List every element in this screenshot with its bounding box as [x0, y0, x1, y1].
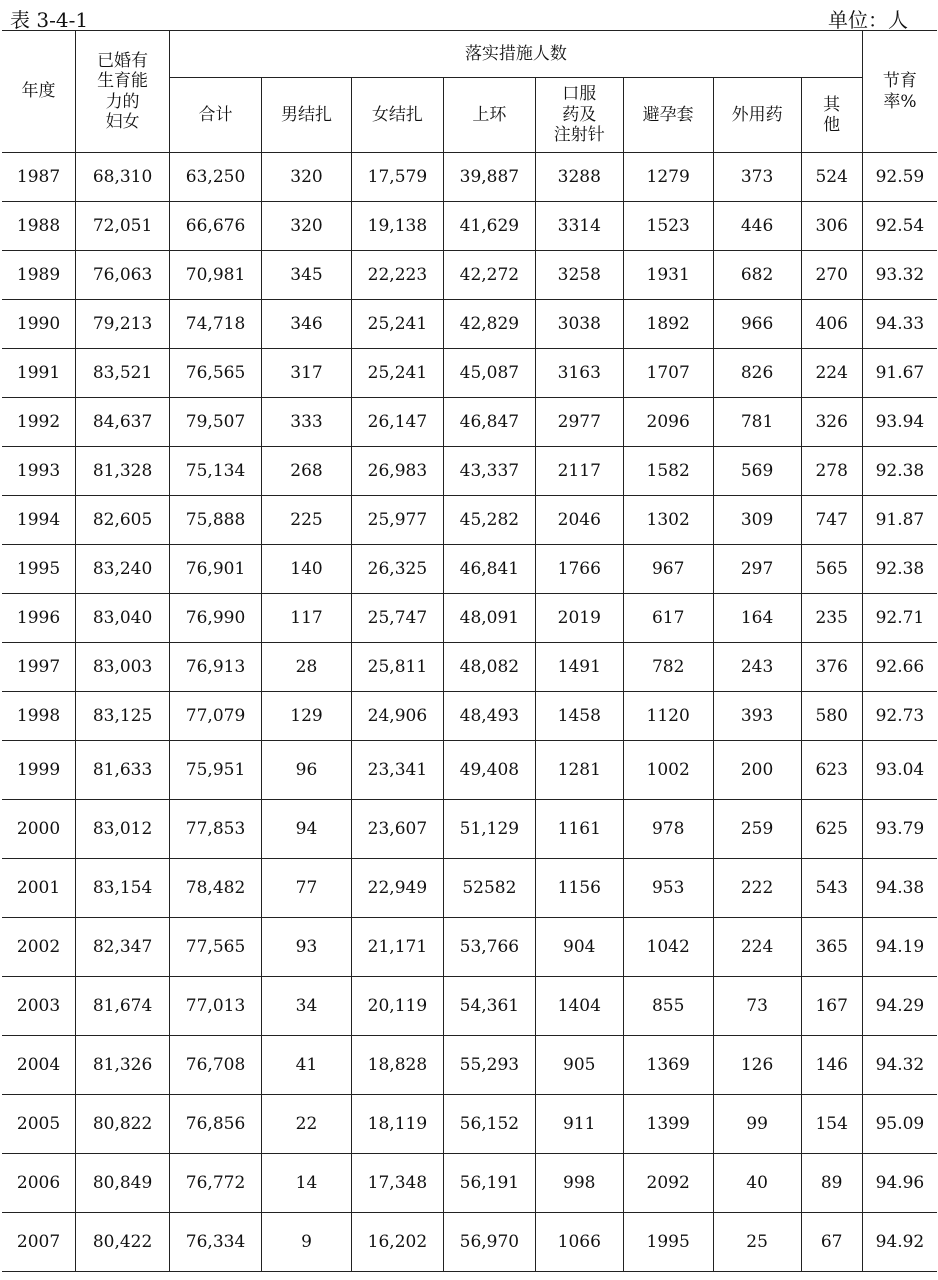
cell-year: 1995	[2, 545, 76, 594]
cell-year: 2005	[2, 1095, 76, 1154]
cell-other: 623	[801, 741, 862, 800]
cell-female-sterilization: 26,147	[351, 398, 443, 447]
cell-iud: 39,887	[443, 153, 535, 202]
cell-iud: 51,129	[443, 800, 535, 859]
cell-iud: 46,847	[443, 398, 535, 447]
cell-condom: 1120	[623, 692, 713, 741]
header-iud: 上环	[443, 78, 535, 153]
cell-year: 1993	[2, 447, 76, 496]
cell-oral-injection: 1066	[535, 1213, 623, 1272]
cell-married-women: 81,326	[76, 1036, 170, 1095]
cell-year: 2001	[2, 859, 76, 918]
cell-iud: 46,841	[443, 545, 535, 594]
cell-topical: 781	[713, 398, 801, 447]
cell-total: 75,888	[170, 496, 262, 545]
cell-married-women: 81,328	[76, 447, 170, 496]
cell-condom: 1931	[623, 251, 713, 300]
cell-condom: 1002	[623, 741, 713, 800]
cell-oral-injection: 1281	[535, 741, 623, 800]
cell-topical: 446	[713, 202, 801, 251]
cell-female-sterilization: 26,983	[351, 447, 443, 496]
cell-female-sterilization: 19,138	[351, 202, 443, 251]
cell-rate: 94.19	[862, 918, 937, 977]
table-row	[2, 349, 937, 398]
cell-condom: 1279	[623, 153, 713, 202]
cell-rate: 94.29	[862, 977, 937, 1036]
cell-rate: 92.38	[862, 545, 937, 594]
cell-female-sterilization: 22,223	[351, 251, 443, 300]
header-married-women: 已婚有 生育能 力的 妇女	[76, 31, 170, 153]
cell-female-sterilization: 17,579	[351, 153, 443, 202]
header-total: 合计	[170, 78, 262, 153]
cell-other: 365	[801, 918, 862, 977]
cell-rate: 92.66	[862, 643, 937, 692]
cell-total: 63,250	[170, 153, 262, 202]
cell-married-women: 81,674	[76, 977, 170, 1036]
cell-iud: 43,337	[443, 447, 535, 496]
cell-total: 70,981	[170, 251, 262, 300]
cell-rate: 95.09	[862, 1095, 937, 1154]
cell-male-sterilization: 93	[262, 918, 352, 977]
cell-condom: 1707	[623, 349, 713, 398]
cell-year: 2006	[2, 1154, 76, 1213]
cell-iud: 56,152	[443, 1095, 535, 1154]
cell-other: 306	[801, 202, 862, 251]
unit-label: 单位：人	[828, 8, 908, 32]
cell-married-women: 83,003	[76, 643, 170, 692]
cell-topical: 309	[713, 496, 801, 545]
cell-iud: 56,191	[443, 1154, 535, 1213]
cell-married-women: 68,310	[76, 153, 170, 202]
cell-iud: 42,272	[443, 251, 535, 300]
table-row	[2, 977, 937, 1036]
cell-rate: 93.94	[862, 398, 937, 447]
cell-married-women: 83,154	[76, 859, 170, 918]
cell-male-sterilization: 346	[262, 300, 352, 349]
cell-iud: 48,091	[443, 594, 535, 643]
cell-rate: 93.32	[862, 251, 937, 300]
cell-total: 77,853	[170, 800, 262, 859]
table-row	[2, 251, 937, 300]
cell-topical: 243	[713, 643, 801, 692]
cell-topical: 259	[713, 800, 801, 859]
cell-married-women: 81,633	[76, 741, 170, 800]
cell-oral-injection: 3314	[535, 202, 623, 251]
cell-female-sterilization: 22,949	[351, 859, 443, 918]
cell-other: 167	[801, 977, 862, 1036]
table-row	[2, 692, 937, 741]
cell-male-sterilization: 129	[262, 692, 352, 741]
cell-female-sterilization: 23,341	[351, 741, 443, 800]
cell-topical: 25	[713, 1213, 801, 1272]
cell-oral-injection: 905	[535, 1036, 623, 1095]
cell-female-sterilization: 25,241	[351, 349, 443, 398]
cell-condom: 967	[623, 545, 713, 594]
cell-married-women: 83,012	[76, 800, 170, 859]
cell-year: 1994	[2, 496, 76, 545]
cell-married-women: 83,521	[76, 349, 170, 398]
cell-total: 76,772	[170, 1154, 262, 1213]
header-female-sterilization: 女结扎	[351, 78, 443, 153]
table-row	[2, 447, 937, 496]
cell-male-sterilization: 28	[262, 643, 352, 692]
cell-married-women: 84,637	[76, 398, 170, 447]
cell-other: 67	[801, 1213, 862, 1272]
cell-female-sterilization: 17,348	[351, 1154, 443, 1213]
cell-rate: 92.54	[862, 202, 937, 251]
cell-iud: 52582	[443, 859, 535, 918]
table-row	[2, 153, 937, 202]
table-row	[2, 1095, 937, 1154]
cell-rate: 92.73	[862, 692, 937, 741]
cell-married-women: 79,213	[76, 300, 170, 349]
cell-topical: 373	[713, 153, 801, 202]
cell-total: 75,134	[170, 447, 262, 496]
cell-total: 76,913	[170, 643, 262, 692]
cell-male-sterilization: 94	[262, 800, 352, 859]
cell-rate: 91.87	[862, 496, 937, 545]
cell-married-women: 83,125	[76, 692, 170, 741]
cell-year: 1998	[2, 692, 76, 741]
cell-married-women: 83,040	[76, 594, 170, 643]
cell-rate: 94.96	[862, 1154, 937, 1213]
cell-female-sterilization: 18,119	[351, 1095, 443, 1154]
cell-year: 2003	[2, 977, 76, 1036]
cell-oral-injection: 2977	[535, 398, 623, 447]
cell-topical: 126	[713, 1036, 801, 1095]
cell-year: 1987	[2, 153, 76, 202]
cell-male-sterilization: 345	[262, 251, 352, 300]
cell-other: 146	[801, 1036, 862, 1095]
cell-iud: 53,766	[443, 918, 535, 977]
cell-male-sterilization: 333	[262, 398, 352, 447]
cell-condom: 1523	[623, 202, 713, 251]
family-planning-table	[2, 30, 937, 1272]
table-row	[2, 1036, 937, 1095]
cell-male-sterilization: 317	[262, 349, 352, 398]
cell-male-sterilization: 14	[262, 1154, 352, 1213]
cell-other: 406	[801, 300, 862, 349]
cell-year: 2002	[2, 918, 76, 977]
cell-other: 278	[801, 447, 862, 496]
cell-year: 1989	[2, 251, 76, 300]
cell-male-sterilization: 320	[262, 153, 352, 202]
cell-married-women: 80,822	[76, 1095, 170, 1154]
table-row	[2, 300, 937, 349]
cell-married-women: 83,240	[76, 545, 170, 594]
cell-female-sterilization: 26,325	[351, 545, 443, 594]
cell-topical: 826	[713, 349, 801, 398]
table-row	[2, 741, 937, 800]
cell-iud: 42,829	[443, 300, 535, 349]
cell-year: 1992	[2, 398, 76, 447]
cell-oral-injection: 911	[535, 1095, 623, 1154]
cell-year: 2007	[2, 1213, 76, 1272]
cell-female-sterilization: 21,171	[351, 918, 443, 977]
cell-total: 79,507	[170, 398, 262, 447]
cell-male-sterilization: 268	[262, 447, 352, 496]
cell-rate: 94.92	[862, 1213, 937, 1272]
table-row	[2, 1154, 937, 1213]
cell-total: 77,565	[170, 918, 262, 977]
cell-condom: 782	[623, 643, 713, 692]
cell-male-sterilization: 140	[262, 545, 352, 594]
cell-topical: 393	[713, 692, 801, 741]
cell-topical: 73	[713, 977, 801, 1036]
cell-oral-injection: 1161	[535, 800, 623, 859]
cell-other: 224	[801, 349, 862, 398]
cell-male-sterilization: 117	[262, 594, 352, 643]
table-row	[2, 545, 937, 594]
header-measures-group: 落实措施人数	[170, 31, 863, 78]
cell-condom: 1042	[623, 918, 713, 977]
table-row	[2, 594, 937, 643]
cell-married-women: 80,849	[76, 1154, 170, 1213]
cell-topical: 200	[713, 741, 801, 800]
cell-married-women: 72,051	[76, 202, 170, 251]
cell-topical: 99	[713, 1095, 801, 1154]
cell-rate: 94.33	[862, 300, 937, 349]
cell-rate: 93.04	[862, 741, 937, 800]
table-row	[2, 1213, 937, 1272]
cell-rate: 93.79	[862, 800, 937, 859]
table-row	[2, 496, 937, 545]
cell-condom: 2096	[623, 398, 713, 447]
cell-oral-injection: 1458	[535, 692, 623, 741]
cell-oral-injection: 2046	[535, 496, 623, 545]
cell-condom: 1582	[623, 447, 713, 496]
cell-condom: 855	[623, 977, 713, 1036]
cell-other: 235	[801, 594, 862, 643]
table-row	[2, 643, 937, 692]
cell-topical: 682	[713, 251, 801, 300]
cell-topical: 569	[713, 447, 801, 496]
cell-rate: 94.38	[862, 859, 937, 918]
cell-total: 76,856	[170, 1095, 262, 1154]
cell-topical: 297	[713, 545, 801, 594]
header-oral-injection: 口服 药及 注射针	[535, 78, 623, 153]
cell-oral-injection: 1156	[535, 859, 623, 918]
header-topical: 外用药	[713, 78, 801, 153]
cell-topical: 222	[713, 859, 801, 918]
cell-married-women: 82,605	[76, 496, 170, 545]
table-number: 表 3-4-1	[10, 8, 89, 32]
cell-other: 154	[801, 1095, 862, 1154]
cell-male-sterilization: 22	[262, 1095, 352, 1154]
cell-oral-injection: 2117	[535, 447, 623, 496]
cell-iud: 48,082	[443, 643, 535, 692]
cell-condom: 978	[623, 800, 713, 859]
cell-condom: 1892	[623, 300, 713, 349]
cell-female-sterilization: 25,241	[351, 300, 443, 349]
cell-condom: 1302	[623, 496, 713, 545]
cell-other: 747	[801, 496, 862, 545]
cell-oral-injection: 3288	[535, 153, 623, 202]
header-other: 其 他	[801, 78, 862, 153]
cell-other: 580	[801, 692, 862, 741]
cell-total: 77,079	[170, 692, 262, 741]
cell-married-women: 76,063	[76, 251, 170, 300]
cell-other: 565	[801, 545, 862, 594]
cell-other: 376	[801, 643, 862, 692]
cell-total: 66,676	[170, 202, 262, 251]
cell-condom: 2092	[623, 1154, 713, 1213]
cell-year: 2004	[2, 1036, 76, 1095]
cell-married-women: 80,422	[76, 1213, 170, 1272]
cell-male-sterilization: 34	[262, 977, 352, 1036]
cell-oral-injection: 904	[535, 918, 623, 977]
cell-female-sterilization: 18,828	[351, 1036, 443, 1095]
table-row	[2, 859, 937, 918]
cell-female-sterilization: 25,811	[351, 643, 443, 692]
cell-male-sterilization: 225	[262, 496, 352, 545]
cell-year: 2000	[2, 800, 76, 859]
cell-rate: 92.38	[862, 447, 937, 496]
cell-condom: 953	[623, 859, 713, 918]
cell-male-sterilization: 320	[262, 202, 352, 251]
cell-other: 625	[801, 800, 862, 859]
cell-oral-injection: 3163	[535, 349, 623, 398]
cell-other: 543	[801, 859, 862, 918]
header-male-sterilization: 男结扎	[262, 78, 352, 153]
cell-iud: 55,293	[443, 1036, 535, 1095]
cell-female-sterilization: 23,607	[351, 800, 443, 859]
cell-male-sterilization: 41	[262, 1036, 352, 1095]
cell-topical: 966	[713, 300, 801, 349]
cell-total: 77,013	[170, 977, 262, 1036]
cell-iud: 54,361	[443, 977, 535, 1036]
cell-total: 74,718	[170, 300, 262, 349]
cell-year: 1999	[2, 741, 76, 800]
cell-condom: 1369	[623, 1036, 713, 1095]
cell-year: 1996	[2, 594, 76, 643]
cell-oral-injection: 3038	[535, 300, 623, 349]
cell-iud: 49,408	[443, 741, 535, 800]
cell-total: 76,990	[170, 594, 262, 643]
cell-rate: 92.59	[862, 153, 937, 202]
cell-other: 270	[801, 251, 862, 300]
cell-male-sterilization: 77	[262, 859, 352, 918]
cell-iud: 48,493	[443, 692, 535, 741]
cell-year: 1988	[2, 202, 76, 251]
cell-iud: 45,087	[443, 349, 535, 398]
cell-rate: 92.71	[862, 594, 937, 643]
cell-female-sterilization: 16,202	[351, 1213, 443, 1272]
cell-oral-injection: 1766	[535, 545, 623, 594]
cell-female-sterilization: 25,747	[351, 594, 443, 643]
cell-year: 1991	[2, 349, 76, 398]
cell-condom: 1399	[623, 1095, 713, 1154]
cell-topical: 224	[713, 918, 801, 977]
cell-total: 76,565	[170, 349, 262, 398]
cell-rate: 94.32	[862, 1036, 937, 1095]
cell-oral-injection: 3258	[535, 251, 623, 300]
header-year: 年度	[2, 31, 76, 153]
cell-topical: 40	[713, 1154, 801, 1213]
cell-other: 524	[801, 153, 862, 202]
cell-condom: 617	[623, 594, 713, 643]
cell-topical: 164	[713, 594, 801, 643]
cell-year: 1997	[2, 643, 76, 692]
header-condom: 避孕套	[623, 78, 713, 153]
cell-iud: 45,282	[443, 496, 535, 545]
cell-total: 76,901	[170, 545, 262, 594]
cell-total: 75,951	[170, 741, 262, 800]
cell-other: 89	[801, 1154, 862, 1213]
cell-iud: 41,629	[443, 202, 535, 251]
cell-oral-injection: 1404	[535, 977, 623, 1036]
table-row	[2, 800, 937, 859]
table-row	[2, 918, 937, 977]
cell-male-sterilization: 96	[262, 741, 352, 800]
cell-married-women: 82,347	[76, 918, 170, 977]
table-row	[2, 398, 937, 447]
cell-condom: 1995	[623, 1213, 713, 1272]
cell-oral-injection: 2019	[535, 594, 623, 643]
cell-female-sterilization: 24,906	[351, 692, 443, 741]
cell-female-sterilization: 20,119	[351, 977, 443, 1036]
cell-other: 326	[801, 398, 862, 447]
cell-male-sterilization: 9	[262, 1213, 352, 1272]
cell-oral-injection: 1491	[535, 643, 623, 692]
cell-iud: 56,970	[443, 1213, 535, 1272]
cell-total: 76,334	[170, 1213, 262, 1272]
cell-rate: 91.67	[862, 349, 937, 398]
cell-female-sterilization: 25,977	[351, 496, 443, 545]
table-row	[2, 202, 937, 251]
header-birth-control-rate: 节育 率%	[862, 31, 937, 153]
cell-total: 76,708	[170, 1036, 262, 1095]
cell-oral-injection: 998	[535, 1154, 623, 1213]
cell-total: 78,482	[170, 859, 262, 918]
cell-year: 1990	[2, 300, 76, 349]
